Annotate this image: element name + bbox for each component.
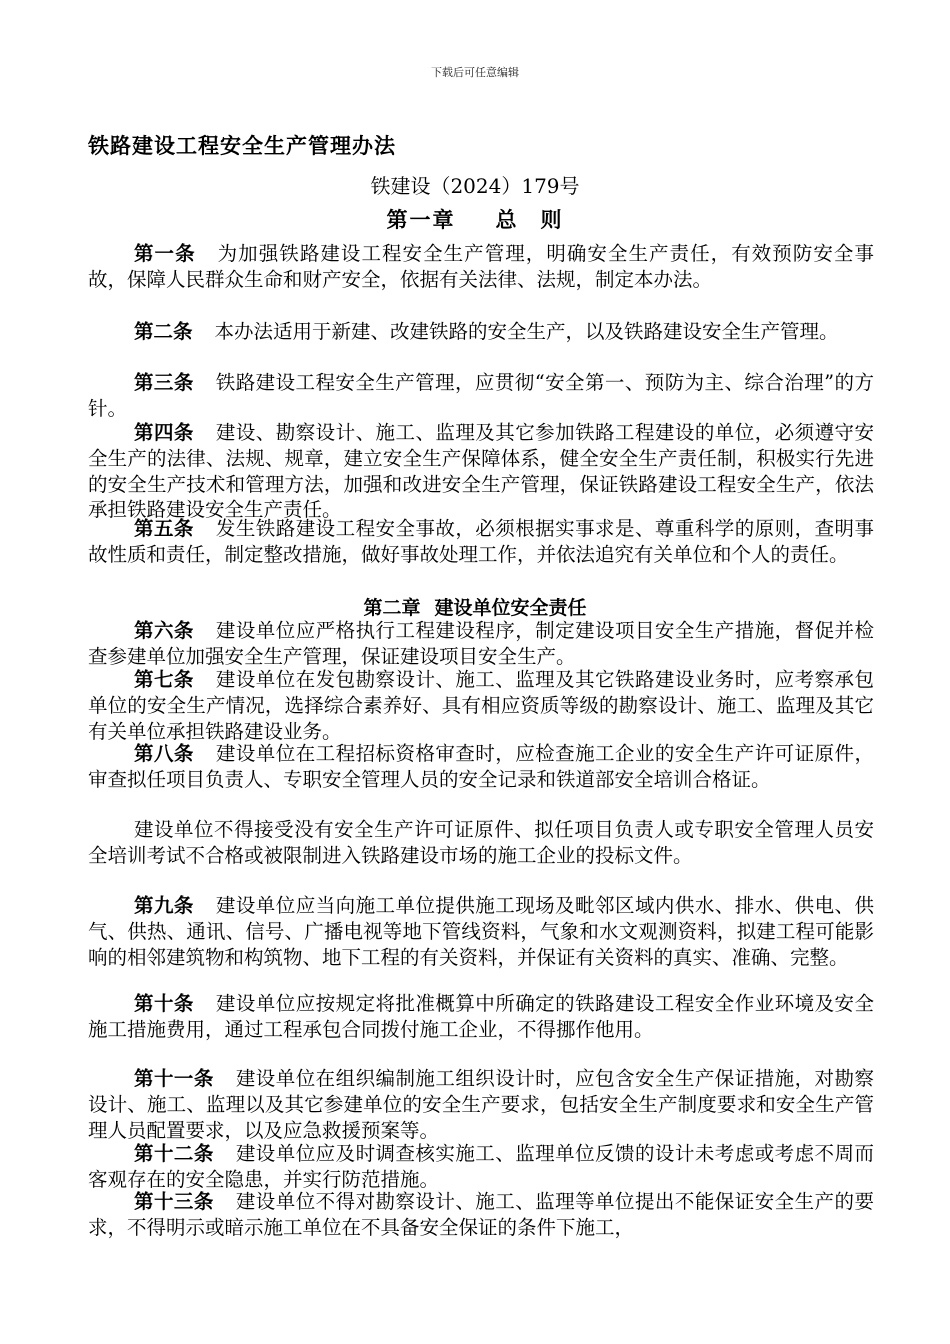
document-number: 铁建设（2024）179号 — [370, 174, 580, 198]
article-2 — [88, 319, 874, 345]
article-label: 第五条 — [134, 517, 194, 540]
article-3 — [88, 370, 874, 422]
article-7 — [88, 667, 874, 744]
article-label: 第一条 — [134, 242, 196, 265]
article-label: 第六条 — [134, 619, 194, 642]
article-text: 建设单位在工程招标资格审查时，应检查施工企业的安全生产许可证原件，审查拟任项目负责人、专职安全管理人员的安全记录和铁道部安全培训合格证。 — [88, 742, 874, 791]
chapter-title-char: 总 — [495, 207, 519, 232]
article-label: 第七条 — [134, 668, 194, 691]
article-6 — [88, 618, 874, 670]
article-label: 第十二条 — [134, 1142, 214, 1165]
article-text: 建设单位应当向施工单位提供施工现场及毗邻区域内供水、排水、供电、供气、供热、通讯、信号、广播电视等地下管线资料，气象和水文观测资料，拟建工程可能影响的相邻建筑物和构筑物、地下工程的有关资料，并保证有关资料的真实、准确、完整。 — [88, 894, 874, 969]
article-label: 第九条 — [134, 894, 194, 917]
article-4 — [88, 420, 874, 523]
article-9 — [88, 893, 874, 970]
article-text: 建设单位不得对勘察设计、施工、监理等单位提出不能保证安全生产的要求，不得明示或暗示施工单位在不具备安全保证的条件下施工， — [88, 1190, 874, 1239]
header-note: 下载后可任意编辑 — [431, 66, 519, 79]
article-label: 第十一条 — [134, 1067, 214, 1090]
article-11 — [88, 1066, 874, 1143]
article-text: 本办法适用于新建、改建铁路的安全生产，以及铁路建设安全生产管理。 — [214, 320, 839, 343]
article-10 — [88, 991, 874, 1043]
article-label: 第十条 — [134, 992, 194, 1015]
article-8 — [88, 741, 874, 793]
article-text: 建设、勘察设计、施工、监理及其它参加铁路工程建设的单位，必须遵守安全生产的法律、法规、规章，建立安全生产保障体系，健全安全生产责任制，积极实行先进的安全生产技术和管理方法，加强和改进安全生产管理，保证铁路建设工程安全生产，依法承担铁路建设安全生产责任。 — [88, 421, 874, 522]
chapter-label: 第二章 — [363, 597, 421, 619]
article-text: 铁路建设工程安全生产管理，应贯彻“安全第一、预防为主、综合治理”的方针。 — [88, 371, 874, 420]
article-label: 第八条 — [134, 742, 194, 765]
chapter-heading-2 — [0, 593, 950, 620]
chapter-title-char: 则 — [540, 207, 564, 232]
article-text: 发生铁路建设工程安全事故，必须根据实事求是、尊重科学的原则，查明事故性质和责任，制定整改措施，做好事故处理工作，并依法追究有关单位和个人的责任。 — [88, 517, 874, 566]
article-text: 建设单位在发包勘察设计、施工、监理及其它铁路建设业务时，应考察承包单位的安全生产情况，选择综合素养好、具有相应资质等级的勘察设计、施工、监理及其它有关单位承担铁路建设业务。 — [88, 668, 874, 743]
chapter-title: 建设单位安全责任 — [434, 597, 587, 619]
article-text: 建设单位应及时调查核实施工、监理单位反馈的设计未考虑或考虑不周而客观存在的安全隐患，并实行防范措施。 — [88, 1142, 874, 1191]
article-label: 第二条 — [134, 320, 193, 343]
article-text: 建设单位在组织编制施工组织设计时，应包含安全生产保证措施，对勘察设计、施工、监理以及其它参建单位的安全生产要求，包括安全生产制度要求和安全生产管理人员配置要求，以及应急救援预案等。 — [88, 1067, 874, 1142]
article-text: 建设单位不得接受没有安全生产许可证原件、拟任项目负责人或专职安全管理人员安全培训考试不合格或被限制进入铁路建设市场的施工企业的投标文件。 — [88, 818, 874, 867]
chapter-heading-1 — [0, 204, 950, 234]
article-label: 第三条 — [134, 371, 194, 394]
article-label: 第十三条 — [134, 1190, 214, 1213]
article-text: 建设单位应按规定将批准概算中所确定的铁路建设工程安全作业环境及安全施工措施费用，通过工程承包合同拨付施工企业，不得挪作他用。 — [88, 992, 874, 1041]
document-title: 铁路建设工程安全生产管理办法 — [88, 133, 396, 158]
article-12 — [88, 1141, 874, 1193]
article-text: 为加强铁路建设工程安全生产管理，明确安全生产责任，有效预防安全事故，保障人民群众生命和财产安全，依据有关法律、法规，制定本办法。 — [88, 242, 874, 291]
article-label: 第四条 — [134, 421, 194, 444]
article-5 — [88, 516, 874, 568]
article-1 — [88, 241, 874, 293]
article-8-paragraph-2 — [88, 817, 874, 869]
chapter-label: 第一章 — [386, 207, 456, 232]
article-13 — [88, 1189, 874, 1241]
article-text: 建设单位应严格执行工程建设程序，制定建设项目安全生产措施，督促并检查参建单位加强安全生产管理，保证建设项目安全生产。 — [88, 619, 874, 668]
